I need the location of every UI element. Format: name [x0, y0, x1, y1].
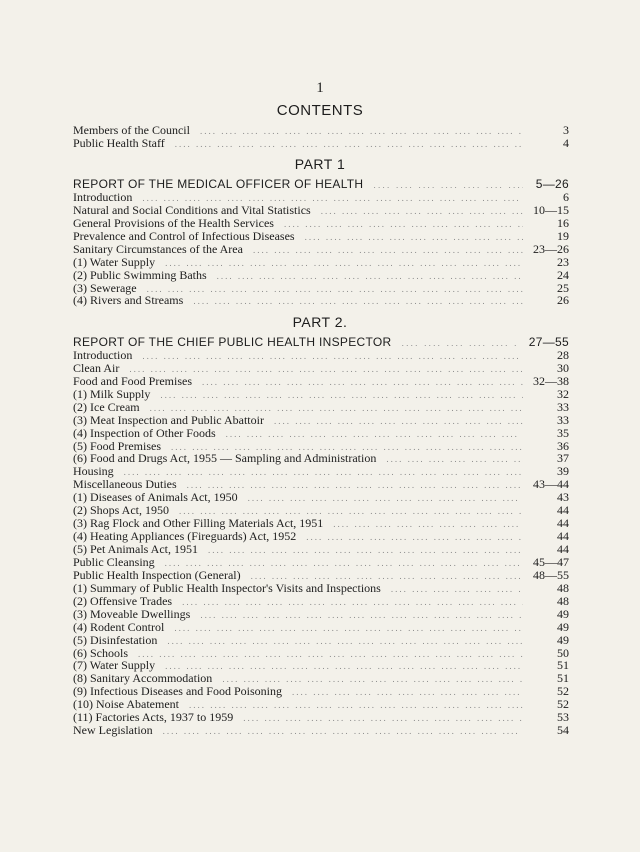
- toc-entry-label: Public Health Staff: [73, 135, 165, 150]
- dot-leader: [386, 453, 523, 466]
- dot-leader: [163, 725, 523, 738]
- toc-entry-page: 53: [557, 710, 569, 725]
- toc-entry-page: 49: [557, 619, 569, 634]
- dot-leader: [160, 389, 523, 402]
- toc-entry-label: (5) Disinfestation: [73, 632, 158, 647]
- dot-leader: [333, 518, 523, 531]
- dot-leader: [305, 231, 523, 244]
- dot-leader: [208, 544, 523, 557]
- toc-entry-label: General Provisions of the Health Services: [73, 215, 274, 230]
- dot-leader: [124, 466, 523, 479]
- toc-entry-label: Housing: [73, 464, 114, 479]
- toc-entry-page: 44: [557, 542, 569, 556]
- toc-entry-page: 51: [557, 671, 569, 686]
- toc-entry-page: 51: [557, 658, 569, 673]
- toc-entry-page: 35: [557, 425, 569, 440]
- toc-entry-page: 48: [557, 593, 569, 608]
- toc-entry: [73, 191, 569, 204]
- toc-entry-page: 10—15: [533, 202, 569, 217]
- toc-entry-label: (1) Summary of Public Health Inspector's Visits and Inspections: [73, 580, 381, 595]
- toc-entry-page: 44: [557, 503, 569, 518]
- toc-entry: [73, 388, 569, 401]
- toc-entry-label: Members of the Council: [73, 123, 190, 137]
- front-matter-list: [73, 124, 569, 150]
- toc-entry: [73, 556, 569, 569]
- toc-entry-label: REPORT OF THE MEDICAL OFFICER OF HEALTH: [73, 177, 364, 191]
- toc-entry: [73, 595, 569, 608]
- toc-entry-page: 36: [557, 438, 569, 453]
- toc-entry-label: (8) Sanitary Accommodation: [73, 671, 213, 686]
- toc-entry: [73, 621, 569, 634]
- toc-entry-label: (4) Heating Appliances (Fireguards) Act, 1952: [73, 529, 297, 544]
- toc-entry-label: (5) Pet Animals Act, 1951: [73, 542, 198, 556]
- toc-entry-page: 28: [557, 347, 569, 362]
- toc-entry-page: 33: [557, 412, 569, 427]
- toc-entry: [73, 269, 569, 282]
- dot-leader: [200, 125, 523, 138]
- toc-entry-label: Public Cleansing: [73, 554, 155, 569]
- dot-leader: [142, 350, 523, 363]
- toc-entry: [73, 543, 569, 556]
- dot-leader: [306, 531, 523, 544]
- toc-entry-label: (11) Factories Acts, 1937 to 1959: [73, 710, 234, 725]
- toc-entry-page: 43: [557, 490, 569, 505]
- toc-entry: [73, 294, 569, 307]
- dot-leader: [189, 699, 523, 712]
- toc-entry-label: (6) Schools: [73, 645, 128, 660]
- toc-entry: [73, 634, 569, 647]
- part1-heading: PART 1: [294, 156, 346, 172]
- toc-entry-label: (10) Noise Abatement: [73, 697, 179, 712]
- toc-entry-page: 37: [557, 451, 569, 466]
- toc-entry-label: (2) Shops Act, 1950: [73, 503, 169, 518]
- toc-entry-label: (7) Water Supply: [73, 658, 156, 673]
- toc-entry-label: Miscellaneous Duties: [73, 477, 177, 492]
- part2-list: [73, 336, 569, 737]
- toc-entry: [73, 724, 569, 737]
- dot-leader: [274, 415, 523, 428]
- dot-leader: [147, 283, 523, 296]
- toc-entry-page: 44: [557, 516, 569, 531]
- toc-entry-label: (9) Infectious Diseases and Food Poisoning: [73, 684, 282, 699]
- toc-entry-label: (3) Sewerage: [73, 280, 137, 295]
- toc-entry-label: (1) Milk Supply: [73, 386, 151, 401]
- toc-entry-label: Prevalence and Control of Infectious Diseases: [73, 228, 295, 243]
- toc-entry-label: (1) Water Supply: [73, 254, 156, 269]
- toc-entry-page: 25: [557, 280, 569, 295]
- toc-entry-page: 49: [557, 632, 569, 647]
- toc-section-heading: [73, 178, 569, 191]
- toc-entry-page: 50: [557, 645, 569, 660]
- toc-entry-page: 19: [557, 228, 569, 243]
- toc-entry-page: 48—55: [533, 567, 569, 582]
- toc-entry-page: 43—44: [533, 477, 569, 492]
- toc-entry-page: 23: [557, 254, 569, 269]
- toc-entry: [73, 217, 569, 230]
- toc-entry-label: (2) Ice Cream: [73, 399, 140, 414]
- dot-leader: [391, 583, 523, 596]
- toc-entry: [73, 427, 569, 440]
- toc-entry-label: Sanitary Circumstances of the Area: [73, 241, 243, 256]
- toc-entry-label: (4) Inspection of Other Foods: [73, 425, 216, 440]
- toc-entry: [73, 569, 569, 582]
- dot-leader: [175, 138, 523, 151]
- toc-entry: [73, 124, 569, 137]
- toc-entry-label: Natural and Social Conditions and Vital Statistics: [73, 202, 311, 217]
- toc-entry: [73, 256, 569, 269]
- toc-entry-page: 44: [557, 529, 569, 544]
- toc-entry-page: 3: [563, 123, 569, 137]
- toc-entry-page: 45—47: [533, 554, 569, 569]
- toc-entry: [73, 582, 569, 595]
- toc-entry-page: 52: [557, 684, 569, 699]
- toc-entry-page: 32: [557, 386, 569, 401]
- toc-entry-page: 54: [557, 723, 569, 738]
- toc-entry: [73, 375, 569, 388]
- toc-entry-label: REPORT OF THE CHIEF PUBLIC HEALTH INSPECTOR: [73, 335, 392, 349]
- toc-entry-page: 30: [557, 360, 569, 375]
- dot-leader: [243, 712, 523, 725]
- dot-leader: [217, 270, 523, 283]
- toc-entry: [73, 362, 569, 375]
- toc-entry-label: (1) Diseases of Animals Act, 1950: [73, 490, 238, 505]
- toc-entry-page: 5—26: [535, 177, 569, 191]
- dot-leader: [321, 205, 523, 218]
- toc-entry-label: (2) Public Swimming Baths: [73, 267, 207, 282]
- dot-leader: [200, 609, 523, 622]
- toc-entry: [73, 137, 569, 150]
- toc-entry-label: Introduction: [73, 189, 133, 204]
- page-number: 1: [316, 80, 324, 96]
- toc-entry-label: (3) Rag Flock and Other Filling Materials Act, 1951: [73, 516, 324, 531]
- toc-entry-label: (5) Food Premises: [73, 438, 161, 453]
- dot-leader: [253, 244, 523, 257]
- dot-leader: [193, 295, 523, 308]
- toc-entry: [73, 349, 569, 362]
- toc-entry-page: 6: [563, 189, 569, 204]
- toc-entry-label: New Legislation: [73, 723, 153, 738]
- toc-entry-page: 27—55: [528, 335, 569, 349]
- toc-entry-page: 26: [557, 293, 569, 308]
- toc-entry-label: (6) Food and Drugs Act, 1955 — Sampling and Administration: [73, 451, 377, 466]
- toc-entry-label: (3) Meat Inspection and Public Abattoir: [73, 412, 264, 427]
- toc-entry: [73, 204, 569, 217]
- toc-entry: [73, 243, 569, 256]
- toc-entry-page: 24: [557, 267, 569, 282]
- dot-leader: [165, 660, 523, 673]
- toc-entry-label: (4) Rodent Control: [73, 619, 165, 634]
- toc-entry-label: (3) Moveable Dwellings: [73, 606, 191, 621]
- part2-heading: PART 2.: [292, 314, 348, 330]
- toc-entry-page: 48: [557, 580, 569, 595]
- dot-leader: [226, 428, 523, 441]
- toc-entry: [73, 608, 569, 621]
- contents-title: CONTENTS: [276, 102, 364, 119]
- dot-leader: [292, 686, 523, 699]
- toc-entry-page: 33: [557, 399, 569, 414]
- toc-entry: [73, 401, 569, 414]
- dot-leader: [402, 337, 519, 350]
- dot-leader: [167, 635, 523, 648]
- toc-entry: [73, 452, 569, 465]
- toc-entry-page: 49: [557, 606, 569, 621]
- dot-leader: [174, 622, 523, 635]
- dot-leader: [182, 596, 523, 609]
- toc-entry-label: Public Health Inspection (General): [73, 567, 241, 582]
- toc-entry-label: Clean Air: [73, 360, 120, 375]
- dot-leader: [248, 492, 523, 505]
- dot-leader: [284, 218, 523, 231]
- dot-leader: [373, 179, 523, 192]
- toc-entry-page: 52: [557, 697, 569, 712]
- toc-entry-label: (4) Rivers and Streams: [73, 293, 184, 308]
- dot-leader: [165, 257, 523, 270]
- toc-entry-page: 32—38: [533, 373, 569, 388]
- toc-section-heading: [73, 336, 569, 349]
- dot-leader: [202, 376, 523, 389]
- toc-entry-page: 39: [557, 464, 569, 479]
- toc-entry: [73, 230, 569, 243]
- toc-entry-page: 4: [563, 135, 569, 150]
- toc-entry-label: (2) Offensive Trades: [73, 593, 173, 608]
- toc-entry-page: 23—26: [533, 241, 569, 256]
- toc-entry: [73, 414, 569, 427]
- dot-leader: [138, 648, 523, 661]
- toc-entry-label: Introduction: [73, 347, 133, 362]
- toc-entry-label: Food and Food Premises: [73, 373, 193, 388]
- part1-list: [73, 178, 569, 307]
- toc-entry-page: 16: [557, 215, 569, 230]
